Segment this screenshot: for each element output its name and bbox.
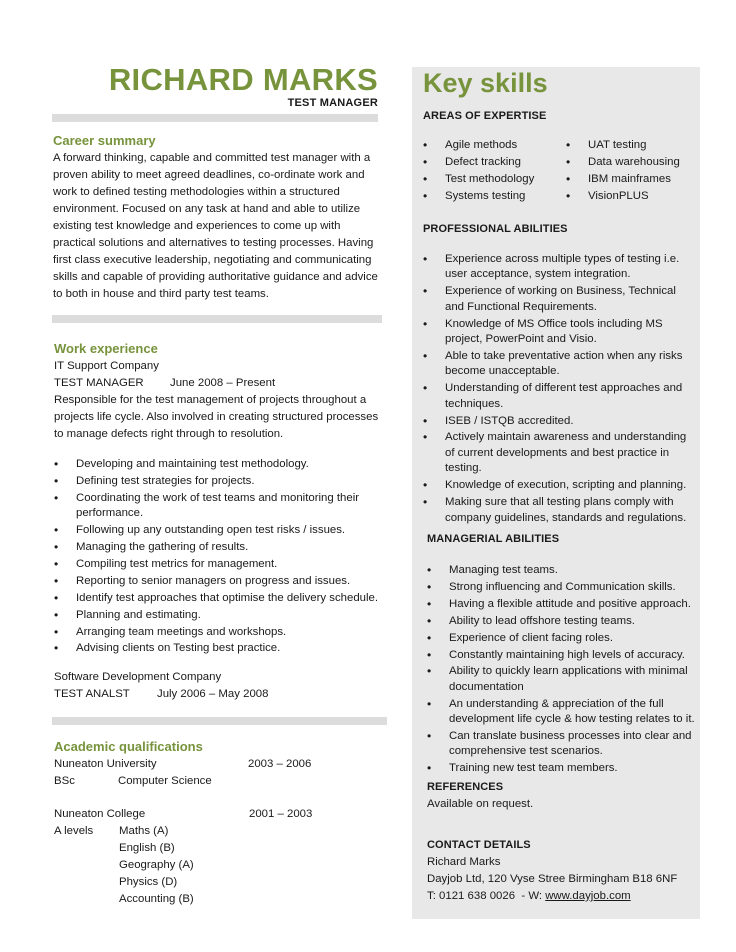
- list-item: • Managing test teams.: [427, 563, 695, 578]
- list-item: • An understanding & appreciation of the full development life cycle & how testing relates to it.: [427, 697, 695, 728]
- contact-name: Richard Marks: [427, 856, 501, 868]
- areas-list-right: [566, 138, 696, 206]
- candidate-name: RICHARD MARKS: [108, 62, 378, 97]
- list-item: • Identify test approaches that optimise the delivery schedule.: [54, 591, 384, 606]
- list-item: • Following up any outstanding open test risks / issues.: [54, 523, 384, 538]
- divider: [52, 717, 387, 725]
- subject-grade: Maths (A): [119, 825, 169, 837]
- key-skills-title: Key skills: [423, 68, 548, 98]
- job-dates: June 2008 – Present: [170, 377, 276, 389]
- school-dates: 2003 – 2006: [248, 758, 312, 770]
- managerial-heading: MANAGERIAL ABILITIES: [427, 533, 560, 545]
- list-item: • Knowledge of execution, scripting and planning.: [423, 478, 693, 493]
- list-item: • UAT testing: [566, 138, 696, 153]
- school-name: Nuneaton University: [54, 758, 157, 770]
- divider: [52, 114, 378, 122]
- job-description: Responsible for the test management of projects throughout a projects life cycle. Also involved in creating structured processes to manage defects right through to resolution.: [54, 394, 379, 440]
- contact-phone: T: 0121 638 0026 - W:: [427, 890, 546, 902]
- career-summary-text: A forward thinking, capable and committed test manager with a proven ability to meet agreed deadlines, co-ordinate work and work to defined testing methodologies within a structured environment. Focused on any task at hand and able to utilize existing test knowledge and experiences to come up with practical solutions and alternatives to testing processes. Having first class executive leadership, negotiating and communicating skills and capable of providing authoritative guidance and advice to both in house and third party test teams.: [53, 152, 378, 300]
- references-heading: REFERENCES: [427, 781, 504, 793]
- list-item: • Reporting to senior managers on progress and issues.: [54, 574, 384, 589]
- areas-list-left: [423, 138, 563, 206]
- degree-subject: Computer Science: [118, 775, 212, 787]
- company-name: IT Support Company: [54, 360, 159, 372]
- qualification-level: A levels: [54, 825, 94, 837]
- list-item: • Coordinating the work of test teams and monitoring their performance.: [54, 491, 384, 522]
- job-role: TEST ANALST: [54, 688, 130, 700]
- list-item: • Experience of client facing roles.: [427, 631, 695, 646]
- list-item: • Knowledge of MS Office tools including MS project, PowerPoint and Visio.: [423, 317, 693, 348]
- list-item: • Actively maintain awareness and understanding of current developments and best practice in testing.: [423, 430, 693, 476]
- references-text: Available on request.: [427, 798, 534, 810]
- professional-list: [423, 252, 693, 527]
- contact-line: [427, 888, 631, 905]
- divider: [52, 315, 382, 323]
- list-item: • Systems testing: [423, 189, 563, 204]
- areas-heading: AREAS OF EXPERTISE: [423, 110, 547, 122]
- list-item: • ISEB / ISTQB accredited.: [423, 414, 693, 429]
- list-item: • Strong influencing and Communication skills.: [427, 580, 695, 595]
- list-item: • Can translate business processes into clear and comprehensive test scenarios.: [427, 729, 695, 760]
- list-item: • Managing the gathering of results.: [54, 540, 384, 555]
- list-item: • Able to take preventative action when any risks become unacceptable.: [423, 349, 693, 380]
- list-item: • Arranging team meetings and workshops.: [54, 625, 384, 640]
- list-item: • Compiling test metrics for management.: [54, 557, 384, 572]
- job-role: TEST MANAGER: [54, 377, 144, 389]
- contact-address: Dayjob Ltd, 120 Vyse Stree Birmingham B18 6NF: [427, 873, 678, 885]
- subject-grade: English (B): [119, 842, 175, 854]
- list-item: • Making sure that all testing plans comply with company guidelines, standards and regulations.: [423, 495, 693, 526]
- managerial-list: [427, 563, 695, 778]
- list-item: • Data warehousing: [566, 155, 696, 170]
- list-item: • Planning and estimating.: [54, 608, 384, 623]
- website-link[interactable]: www.dayjob.com: [545, 890, 631, 902]
- subject-grade: Geography (A): [119, 859, 194, 871]
- list-item: • Advising clients on Testing best practice.: [54, 641, 384, 656]
- school-dates: 2001 – 2003: [249, 808, 313, 820]
- list-item: • Having a flexible attitude and positive approach.: [427, 597, 695, 612]
- list-item: • Experience across multiple types of testing i.e. user acceptance, system integration.: [423, 252, 693, 283]
- work-experience-heading: Work experience: [54, 341, 158, 356]
- job-duties-list: [54, 457, 384, 658]
- list-item: • Test methodology: [423, 172, 563, 187]
- academic-heading: Academic qualifications: [54, 739, 203, 754]
- school-name: Nuneaton College: [54, 808, 146, 820]
- professional-heading: PROFESSIONAL ABILITIES: [423, 223, 568, 235]
- list-item: • Ability to quickly learn applications with minimal documentation: [427, 664, 695, 695]
- list-item: • Training new test team members.: [427, 761, 695, 776]
- list-item: • Ability to lead offshore testing teams.: [427, 614, 695, 629]
- list-item: • Developing and maintaining test methodology.: [54, 457, 384, 472]
- list-item: • Defining test strategies for projects.: [54, 474, 384, 489]
- subject-grade: Physics (D): [119, 876, 178, 888]
- list-item: • Defect tracking: [423, 155, 563, 170]
- degree: BSc: [54, 775, 75, 787]
- list-item: • Understanding of different test approaches and techniques.: [423, 381, 693, 412]
- company-name: Software Development Company: [54, 671, 222, 683]
- subject-grade: Accounting (B): [119, 893, 194, 905]
- list-item: • Constantly maintaining high levels of accuracy.: [427, 648, 695, 663]
- job-dates: July 2006 – May 2008: [157, 688, 269, 700]
- contact-heading: CONTACT DETAILS: [427, 839, 531, 851]
- list-item: • IBM mainframes: [566, 172, 696, 187]
- list-item: • Experience of working on Business, Technical and Functional Requirements.: [423, 284, 693, 315]
- career-summary-heading: Career summary: [53, 133, 156, 148]
- list-item: • VisionPLUS: [566, 189, 696, 204]
- list-item: • Agile methods: [423, 138, 563, 153]
- job-title: TEST MANAGER: [287, 97, 378, 109]
